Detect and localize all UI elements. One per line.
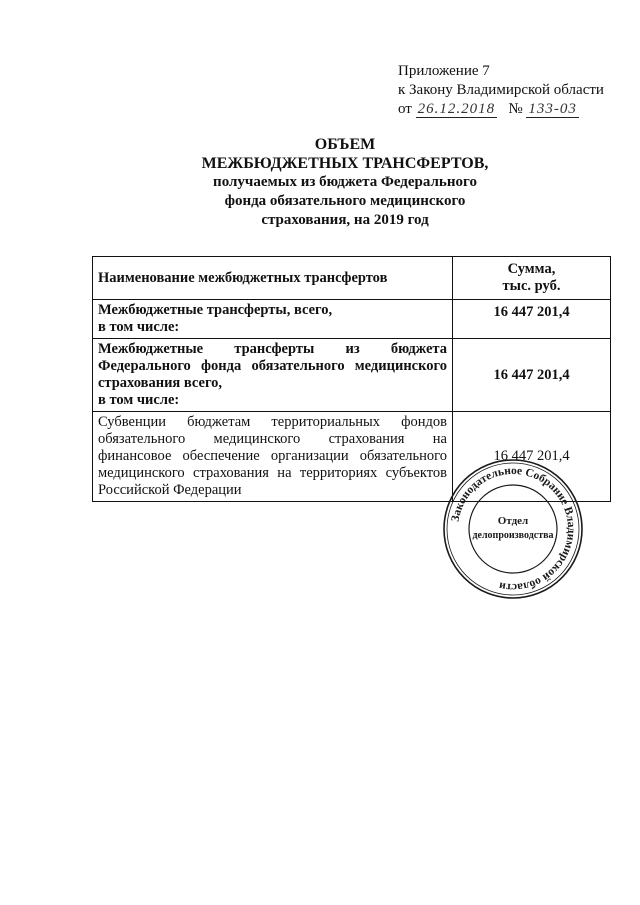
stamp-outer-ring-2	[447, 463, 579, 595]
from-label: от	[398, 101, 412, 117]
stamp-ring-text: Законодательное Собрание Владимирской области	[449, 464, 578, 594]
official-stamp	[442, 458, 584, 600]
appendix-law-reference: к Закону Владимирской области	[398, 82, 604, 98]
document-title	[160, 135, 530, 230]
law-number: 133-03	[528, 101, 577, 117]
appendix-header	[398, 62, 604, 119]
number-label: №	[508, 101, 523, 117]
table-row	[93, 339, 611, 412]
title-line-4: фонда обязательного медицинского	[224, 193, 466, 209]
appendix-number: Приложение 7	[398, 63, 490, 79]
table-header-row	[93, 257, 611, 300]
row-name: Межбюджетные трансферты, всего, в том числе:	[93, 300, 453, 339]
row-name: Субвенции бюджетам территориальных фондов обязательного медицинского страхования на финансовое обеспечение организации обязательного медицинского страхования на территориях субъектов Российской Федерации	[93, 412, 453, 502]
row-sum: 16 447 201,4	[453, 339, 611, 412]
row-name: Межбюджетные трансферты из бюджета Федерального фонда обязательного медицинского страхования всего, в том числе:	[93, 339, 453, 412]
header-sum: Сумма, тыс. руб.	[453, 257, 611, 300]
stamp-center-line-1: Отдел	[497, 515, 529, 527]
title-line-1: ОБЪЕМ	[314, 136, 376, 153]
appendix-date-number-line	[398, 100, 604, 119]
stamp-center-line-2: делопроизводства	[472, 530, 554, 541]
title-line-2: МЕЖБЮДЖЕТНЫХ ТРАНСФЕРТОВ,	[201, 155, 489, 172]
stamp-outer-ring	[444, 460, 582, 598]
law-date: 26.12.2018	[417, 101, 496, 117]
table-row	[93, 300, 611, 339]
row-sum: 16 447 201,4	[453, 412, 611, 502]
row-sum: 16 447 201,4	[453, 300, 611, 339]
title-line-5: страхования, на 2019 год	[261, 212, 429, 228]
header-name: Наименование межбюджетных трансфертов	[93, 257, 453, 300]
stamp-inner-ring	[469, 485, 557, 573]
title-line-3: получаемых из бюджета Федерального	[213, 174, 477, 190]
